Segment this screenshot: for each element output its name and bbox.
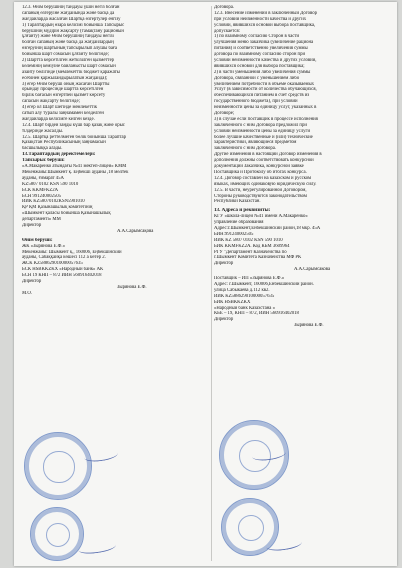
text-line: ҚР ҚМ Қазынашылық комитетінің	[22, 205, 93, 211]
left-requisites-title: 13.Тараптардың деректемелері:	[22, 152, 96, 158]
text-line: жағдайларда жасалған Шартқа өзгертулер енгізу	[22, 16, 121, 22]
text-line: ауданы, Сабаққайқа көшесі 112 а көтер 2.	[22, 255, 106, 261]
text-line: азайту бөлігінде (мемлекеттік бюджет қаражаты	[22, 69, 120, 75]
right-supplier-details	[214, 276, 390, 323]
left-customer-label: Тапсырыс беруші:	[22, 158, 65, 164]
left-footnote: М.О.	[22, 290, 33, 296]
supplier-stamp-left	[30, 507, 84, 561]
text-line: өзгеруінің шартының тапсырылып алушы баға	[22, 46, 118, 52]
text-line: көлемінің кеміуіне байланысты шарт сомасын	[22, 63, 116, 69]
text-line: сатып алу туралы заңнамамен көзделген	[22, 111, 104, 117]
text-line: БСН 991240002505	[22, 193, 61, 199]
left-supplier-label: Өнім беруші:	[22, 237, 53, 243]
text-line: дополнения должны соответствовать конкурсной	[214, 158, 314, 164]
left-customer-signature: А.А.Сарымсақова	[117, 228, 154, 234]
text-line: Адрес:г.Шымкент,Енбекшинский район,18 мкр. 45А	[214, 225, 321, 231]
text-line: управление образования	[214, 220, 264, 226]
text-line: улучшения меню заказчика (увеличение рациона	[214, 40, 314, 46]
text-line: Договора, связанной с уменьшением либо	[214, 75, 300, 81]
text-line: БСК HSBKKZKX «Народный банк» АК	[22, 267, 104, 273]
text-line: ауданы, ғимарат 45А	[22, 175, 64, 181]
text-line: басшылыққа алады.	[22, 146, 63, 152]
text-line: Договоре;	[214, 111, 235, 117]
text-line: 12.5. Шартқа реттелмеген бөлік бойынша Тараптар	[22, 134, 126, 140]
text-line: ИИК KZ 5807 0102 KSN 590 1010	[214, 237, 283, 243]
text-line: условии неизменности цены за единицу услуги	[214, 128, 311, 134]
text-line: 2) в части уменьшения либо увеличения суммы	[214, 69, 311, 75]
text-line: условий, явившихся основой выбора поставщика,	[214, 22, 316, 28]
text-line: департаменті» ММ	[22, 217, 61, 223]
text-line: документации Заказчика, конкурсной заявке	[214, 164, 304, 170]
text-line: ИИК KZ58070102KSN5901010	[22, 199, 85, 205]
text-line: Директор	[22, 278, 42, 284]
text-line: ЖСК KZ588629010000057635	[22, 261, 83, 267]
text-line: БИН:991240002505	[214, 231, 254, 237]
signature-left-supplier	[77, 539, 116, 555]
text-line: KZ5807 0102 KSN 590 1010	[22, 181, 79, 187]
text-line: более лучшие качественные и (или) технические	[214, 134, 313, 140]
text-line: есебінен қаржыландырылатын жағдайда);	[22, 75, 108, 81]
text-line: «Народный банк Казахстана »	[214, 305, 275, 311]
text-line: допускается:	[214, 28, 241, 34]
text-line: заключенного с ним Договора.	[214, 146, 277, 152]
left-customer-details	[22, 164, 208, 229]
text-line: Поставщик – ИП «Зырянова Е.Ф.»	[214, 276, 285, 282]
signature-left-customer	[83, 448, 118, 464]
text-line: Поставщика и Протоколу об итогах конкурса.	[214, 169, 307, 175]
text-line: Стороны руководствуются законодательством	[214, 193, 307, 199]
text-line: договора по взаимному согласию сторон при	[214, 52, 306, 58]
text-line: Услуг (в зависимости от количества обучающихся,	[214, 87, 317, 93]
text-line: орындау процесінде шартта көрсетілген	[22, 87, 104, 93]
text-line: сапасын жақсарту бөлігінде;	[22, 99, 80, 105]
text-line: Қазақстан Республикасының заңнамасын	[22, 140, 106, 146]
text-line: Республики Казахстан.	[214, 199, 261, 205]
text-line: 4) егер ол Шарт шегінде мемлекеттік	[22, 105, 98, 111]
text-line: Договора.	[214, 5, 235, 10]
column-divider	[211, 6, 212, 561]
text-line: ЖК «Зыряновa Е.Ф.»	[22, 243, 65, 249]
left-supplier-signature: Зырянова Е.Ф.	[117, 284, 147, 290]
right-customer-signature: А.А.Сарымсакова	[294, 267, 331, 273]
text-line: Директор	[214, 261, 234, 267]
text-line: Мекенжайы:Шымкент қ. Еңбекші ауданы ,18 мөлтек	[22, 169, 129, 175]
text-line: улица Сабыкаева д.112 кв2.	[214, 287, 270, 293]
text-line: «А.Макаренко атындағы №41 мектеп-лицей» КММ	[22, 164, 127, 170]
text-line: КГУ «школа-лицей №41 имени А.Макаренко»	[214, 214, 308, 220]
text-line: болған сапаның және басқа да жағдайлардың	[22, 40, 114, 46]
text-line: 12.4. Договор составлен на казахском и русском	[214, 175, 312, 181]
text-line: 2) Шартта көрсетілген жеткізілген қызметтер	[22, 58, 115, 64]
document-page	[14, 2, 397, 566]
text-line: Директор	[22, 222, 42, 228]
text-line: БСК KKMFKZ2A	[22, 187, 59, 193]
text-line: Директор	[214, 317, 234, 323]
text-line: ұлғайту) және Өнім берушінің тандауы негізі	[22, 34, 114, 40]
left-clauses	[22, 5, 208, 152]
text-line: 3) егер Өнім беруші оның жасаған Шартты	[22, 81, 110, 87]
kazakh-column	[22, 5, 208, 297]
text-line: жағдайларда келісімге келген кезде.	[22, 116, 95, 122]
text-line: питания) и соответственно увеличения суммы	[214, 46, 308, 52]
text-line: сапаның өзгеруіне жағдайында және басқа да	[22, 10, 115, 16]
text-line: бірлік бағасын өзгертпей қызмет көрсету	[22, 93, 106, 99]
text-line: БСН 19 КНП – 872 ИИН 560916402018	[22, 273, 102, 279]
text-line: берушінің мүдірін жақсарту (тамақтану рационын	[22, 28, 124, 34]
right-supplier-signature: Зырянова Е.Ф.	[294, 323, 324, 329]
text-line: Адрес: г.Шымкент, 160006,Енбекшинский район.	[214, 281, 314, 287]
right-customer-details	[214, 214, 390, 267]
text-line: языках, имеющих одинаковую юридическую силу.	[214, 181, 317, 187]
text-line: Другие изменения в настоящий Договор изменения в	[214, 152, 322, 158]
text-line: увеличением потребности в объеме оказываемых	[214, 81, 315, 87]
text-line: характеристики, являющиеся предметом	[214, 140, 297, 146]
text-line: государственного бюджета), при условии	[214, 99, 298, 105]
text-line: 12.3. Өнім берушінің тандауы үшін негіз болған	[22, 5, 120, 10]
text-line: условии неизменности качества и других условий,	[214, 58, 317, 64]
right-clauses	[214, 5, 390, 205]
text-line: тілдерінде жасалды.	[22, 128, 64, 134]
text-line: 12.3. Внесение изменений в заключенный Договор	[214, 10, 317, 16]
text-line: «Шымкент қаласы бойынша Қазынашылық	[22, 211, 111, 217]
russian-column	[214, 5, 390, 329]
customer-stamp-left	[24, 432, 92, 500]
text-line: РГУ "Департамент Казначейства по	[214, 249, 287, 255]
text-line: БИК HSBKKZKX	[214, 299, 251, 305]
text-line: 1) по взаимному согласию Сторон в части	[214, 34, 300, 40]
right-requisites-title: 13. Адреса и реквизиты:	[214, 208, 271, 214]
text-line: неизменности цены за единицу услуг, указанных в	[214, 105, 317, 111]
left-supplier-details	[22, 244, 208, 285]
text-line: 1) Тараптардың өзара келісімі бойынша Тапсырыс	[22, 22, 125, 28]
text-line: БИК KKMFKZ2A. Код КБМ 3609964	[214, 243, 290, 249]
text-line: при условии неизменности качества и других	[214, 16, 307, 22]
text-line: 3) в случае если поставщик в процессе исполнения	[214, 116, 318, 122]
text-line: Мекенжайы: Шымкент қ., 160006, Еңбекшінский	[22, 249, 122, 255]
text-line: КБЕ – 19, КНП – 872, ИИН 560916402018	[214, 311, 299, 317]
text-line: 12.5. В части, неурегулированной Договором,	[214, 187, 307, 193]
text-line: 12.4. Шарт бірдей заңды күші бар қазақ және орыс	[22, 122, 125, 128]
text-line: явившихся основой для выбора поставщика;	[214, 63, 305, 69]
text-line: бойынша шарт сомасын ұлғайту бөлігінде;	[22, 52, 109, 58]
text-line: г.Шымкент Комитета Казначейства МФ РК	[214, 255, 302, 261]
text-line: заключенного с ним Договора предложил при	[214, 122, 307, 128]
text-line: ИИК KZ588629010000057635	[214, 293, 275, 299]
text-line: обеспечивающихся питанием в счет средств из	[214, 93, 310, 99]
